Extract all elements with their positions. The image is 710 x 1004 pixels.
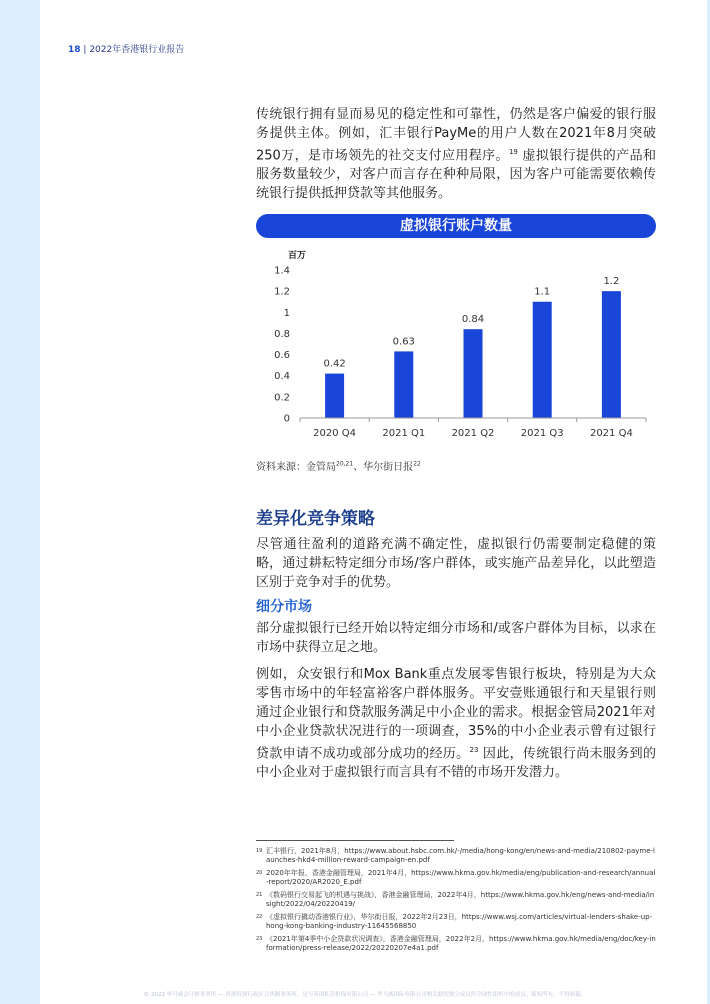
footnote-text: 汇丰银行，2021年8月，https://www.about.hsbc.com.hk/-/media/hong-kong/en/news-and-media/210802-payme-launches-hkd4-million-reward-campaign-en.pdf	[266, 847, 655, 864]
report-title: 2022年香港银行业报告	[89, 45, 185, 55]
bar	[325, 374, 344, 418]
y-axis	[274, 266, 290, 425]
y-tick-label: 1.4	[274, 265, 290, 277]
footnote-number: 20	[256, 870, 263, 876]
footnote-divider	[256, 840, 454, 841]
footnote-text: 2020年年报，香港金融管理局，2021年4月，https://www.hkma.gov.hk/media/eng/publication-and-research/annual-report/2020/AR2020_E.pdf	[266, 869, 656, 886]
y-tick-label: 0.8	[274, 328, 290, 340]
footnote-22	[256, 913, 656, 931]
bars	[323, 276, 620, 418]
copyright-footer: © 2022 毕马威会计师事务所 — 香港特别行政区合伙制事务所，是与英国私营担保有限公司 — 毕马威国际有限公司相关联的独立成员所全球性组织中的成员。版权所有，不得转载。	[143, 992, 587, 998]
y-tick-label: 1.2	[274, 286, 290, 298]
left-margin-band	[0, 0, 40, 1004]
bar	[464, 329, 483, 418]
intro-paragraph: 传统银行拥有显而易见的稳定性和可靠性，仍然是客户偏爱的银行服务提供主体。例如，汇丰银行PayMe的用户人数在2021年8月突破250万，是市场领先的社交支付应用程序。$^{19}$ 虚拟银行提供的产品和服务数量较少，对客户而言存在种种局限，因为客户可能需要依赖传统银行提供抵押贷款等其他服务。	[256, 107, 656, 202]
footnote-19	[256, 847, 656, 865]
page-header	[68, 42, 184, 55]
bar-value-label: 0.63	[392, 336, 415, 348]
x-axis	[300, 418, 646, 439]
y-tick-label: 0.2	[274, 392, 290, 404]
footnote-text: 《2021年第4季中小企贷款状况调查》，香港金融管理局，2022年2月，https://www.hkma.gov.hk/media/eng/doc/key-information/press-release/2022/20220207e4a1.pdf	[266, 935, 656, 952]
y-tick-label: 0	[283, 413, 290, 425]
x-tick-label: 2021 Q3	[520, 428, 564, 439]
footnotes	[256, 847, 656, 957]
chart-source: 资料来源：金管局$^{20,21}$、华尔街日报$^{22}$	[256, 460, 421, 473]
y-tick-label: 0.4	[274, 371, 290, 383]
bar	[394, 351, 413, 418]
bar	[533, 302, 552, 418]
y-tick-label: 0.6	[274, 350, 290, 362]
footnote-number: 22	[256, 914, 263, 920]
chart-title: 虚拟银行账户数量	[256, 214, 656, 238]
x-tick-label: 2021 Q1	[382, 428, 426, 439]
footnote-20	[256, 869, 656, 887]
subsection-paragraph-2: 例如，众安银行和Mox Bank重点发展零售银行板块，特别是为大众零售市场中的年轻富裕客户群体服务。平安壹账通银行和天星银行则通过企业银行和贷款服务满足中小企业的需求。根据金管局2021年对中小企业贷款状况进行的一项调查，35%的中小企业表示曾有过银行贷款申请不成功或部分成功的经历。$^{23}$ 因此，传统银行尚未服务到的中小企业对于虚拟银行而言具有不错的市场开发潜力。	[256, 667, 656, 781]
section-paragraph: 尽管通往盈利的道路充满不确定性，虚拟银行仍需要制定稳健的策略，通过耕耘特定细分市场/客户群体，或实施产品差异化，以此塑造区别于竞争对手的优势。	[256, 537, 656, 590]
subsection-title: 细分市场	[256, 599, 312, 615]
footnote-number: 23	[256, 936, 263, 942]
bar-value-label: 0.84	[461, 314, 485, 326]
x-tick-label: 2021 Q4	[589, 428, 633, 439]
footnote-21	[256, 891, 656, 909]
footnote-text: 《虚拟银行撬动香港银行业》，华尔街日报，2022年2月23日，https://www.wsj.com/articles/virtual-lenders-shake-up-hong-kong-banking-industry-11645568850	[266, 913, 653, 930]
footnote-23	[256, 935, 656, 953]
footnote-ref-23[interactable]: 23	[469, 746, 479, 754]
section-title: 差异化竞争策略	[256, 509, 375, 529]
x-tick-label: 2021 Q2	[451, 428, 495, 439]
bar-chart	[256, 244, 656, 444]
y-unit-label: 百万	[288, 251, 307, 261]
footnote-ref-19[interactable]: 19	[508, 148, 518, 156]
footnote-text: 《数码银行交易起飞的机遇与挑战》，香港金融管理局，2022年4月，https://www.hkma.gov.hk/eng/news-and-media/insight/2022/04/20220419/	[266, 891, 655, 908]
subsection-segments	[256, 596, 656, 782]
page-number: 18	[68, 45, 81, 55]
x-tick-label: 2020 Q4	[313, 428, 357, 439]
footnote-number: 21	[256, 892, 263, 898]
subsection-paragraph-1: 部分虚拟银行已经开始以特定细分市场和/或客户群体为目标，以求在市场中获得立足之地。	[256, 621, 656, 655]
section-differentiation	[256, 504, 656, 592]
bar	[602, 291, 621, 418]
bar-value-label: 1.1	[534, 286, 551, 298]
y-tick-label: 1	[283, 307, 290, 319]
bar-value-label: 0.42	[323, 358, 346, 370]
header-separator: |	[83, 45, 87, 55]
footnote-number: 19	[256, 848, 263, 854]
intro-section	[256, 105, 656, 203]
bar-value-label: 1.2	[603, 276, 620, 288]
